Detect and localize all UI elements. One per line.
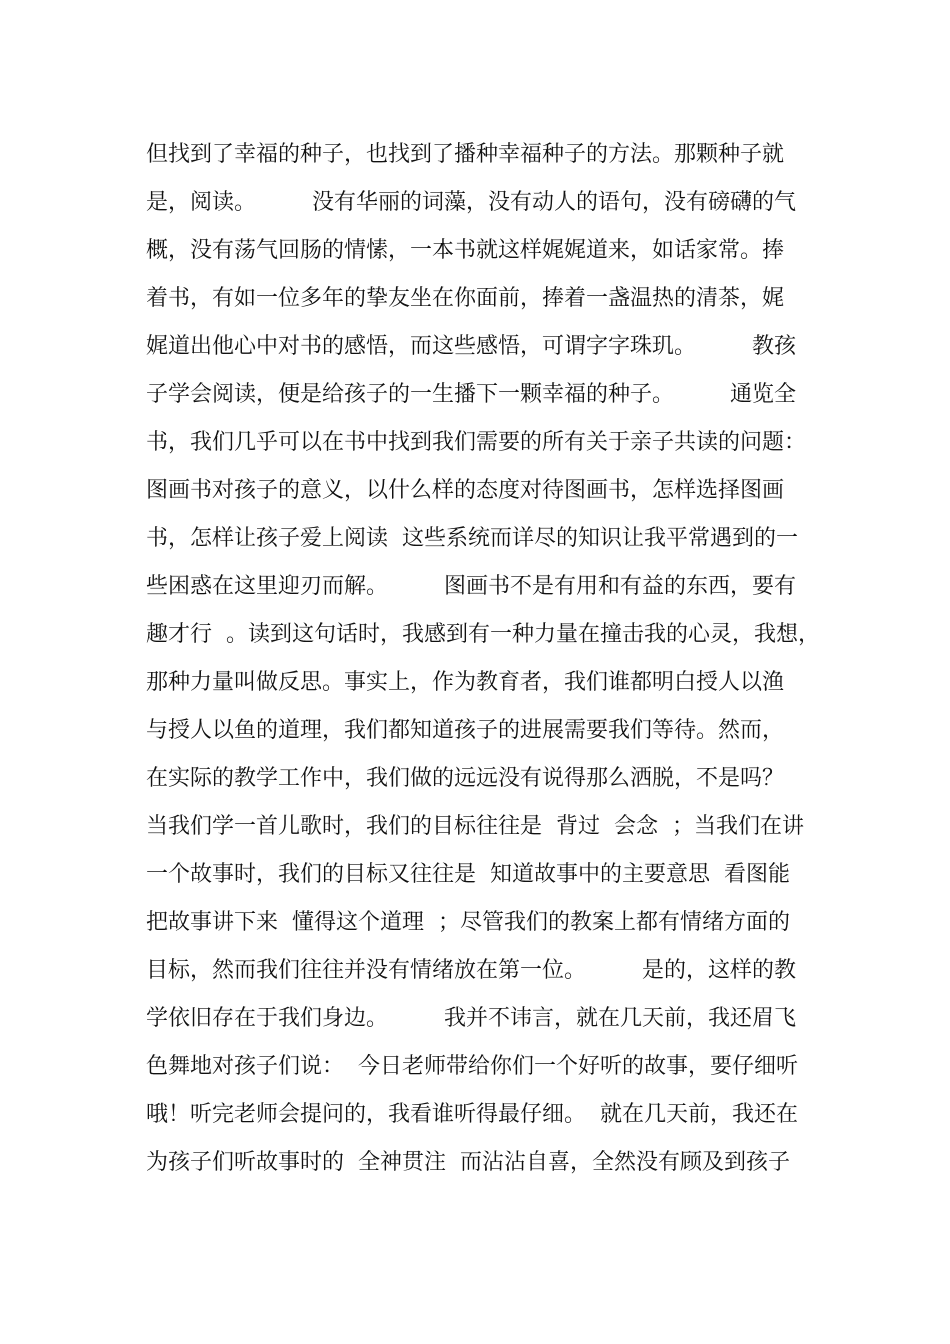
text-line: 与授人以鱼的道理，我们都知道孩子的进展需要我们等待。然而， xyxy=(146,718,785,743)
text-line: 学依旧存在于我们身边。 我并不讳言，就在几天前，我还眉飞 xyxy=(146,1006,796,1031)
text-line: 当我们学一首儿歌时，我们的目标往往是 背过 会念 ；当我们在讲 xyxy=(146,814,804,839)
text-line: 书，我们几乎可以在书中找到我们需要的所有关于亲子共读的问题： xyxy=(146,430,807,455)
text-line: 概，没有荡气回肠的情愫，一本书就这样娓娓道来，如话家常。捧 xyxy=(146,238,785,263)
text-line: 哦！听完老师会提问的，我看谁听得最仔细。 就在几天前，我还在 xyxy=(146,1102,798,1127)
text-line: 着书，有如一位多年的挚友坐在你面前，捧着一盏温热的清茶，娓 xyxy=(146,286,785,311)
text-line: 为孩子们听故事时的 全神贯注 而沾沾自喜，全然没有顾及到孩子 xyxy=(146,1150,790,1175)
text-line: 书，怎样让孩子爱上阅读 这些系统而详尽的知识让我平常遇到的一 xyxy=(146,526,798,551)
text-line: 目标，然而我们往往并没有情绪放在第一位。 是的，这样的教 xyxy=(146,958,796,983)
text-line: 子学会阅读，便是给孩子的一生播下一颗幸福的种子。 通览全 xyxy=(146,382,796,407)
text-line: 图画书对孩子的意义，以什么样的态度对待图画书，怎样选择图画 xyxy=(146,478,785,503)
text-line: 趣才行 。读到这句话时，我感到有一种力量在撞击我的心灵，我想， xyxy=(146,622,820,647)
text-line: 些困惑在这里迎刃而解。 图画书不是有用和有益的东西，要有 xyxy=(146,574,796,599)
document-body xyxy=(146,131,826,1187)
text-line: 把故事讲下来 懂得这个道理 ；尽管我们的教案上都有情绪方面的 xyxy=(146,910,790,935)
text-line: 一个故事时，我们的目标又往往是 知道故事中的主要意思 看图能 xyxy=(146,862,790,887)
text-line: 色舞地对孩子们说： 今日老师带给你们一个好听的故事，要仔细听 xyxy=(146,1054,798,1079)
text-line: 但找到了幸福的种子，也找到了播种幸福种子的方法。那颗种子就 xyxy=(146,142,785,167)
text-line: 在实际的教学工作中，我们做的远远没有说得那么洒脱，不是吗？ xyxy=(146,766,785,791)
text-line: 那种力量叫做反思。事实上，作为教育者，我们谁都明白授人以渔 xyxy=(146,670,785,695)
text-line: 是，阅读。 没有华丽的词藻，没有动人的语句，没有磅礴的气 xyxy=(146,190,796,215)
text-line: 娓道出他心中对书的感悟，而这些感悟，可谓字字珠玑。 教孩 xyxy=(146,334,796,359)
